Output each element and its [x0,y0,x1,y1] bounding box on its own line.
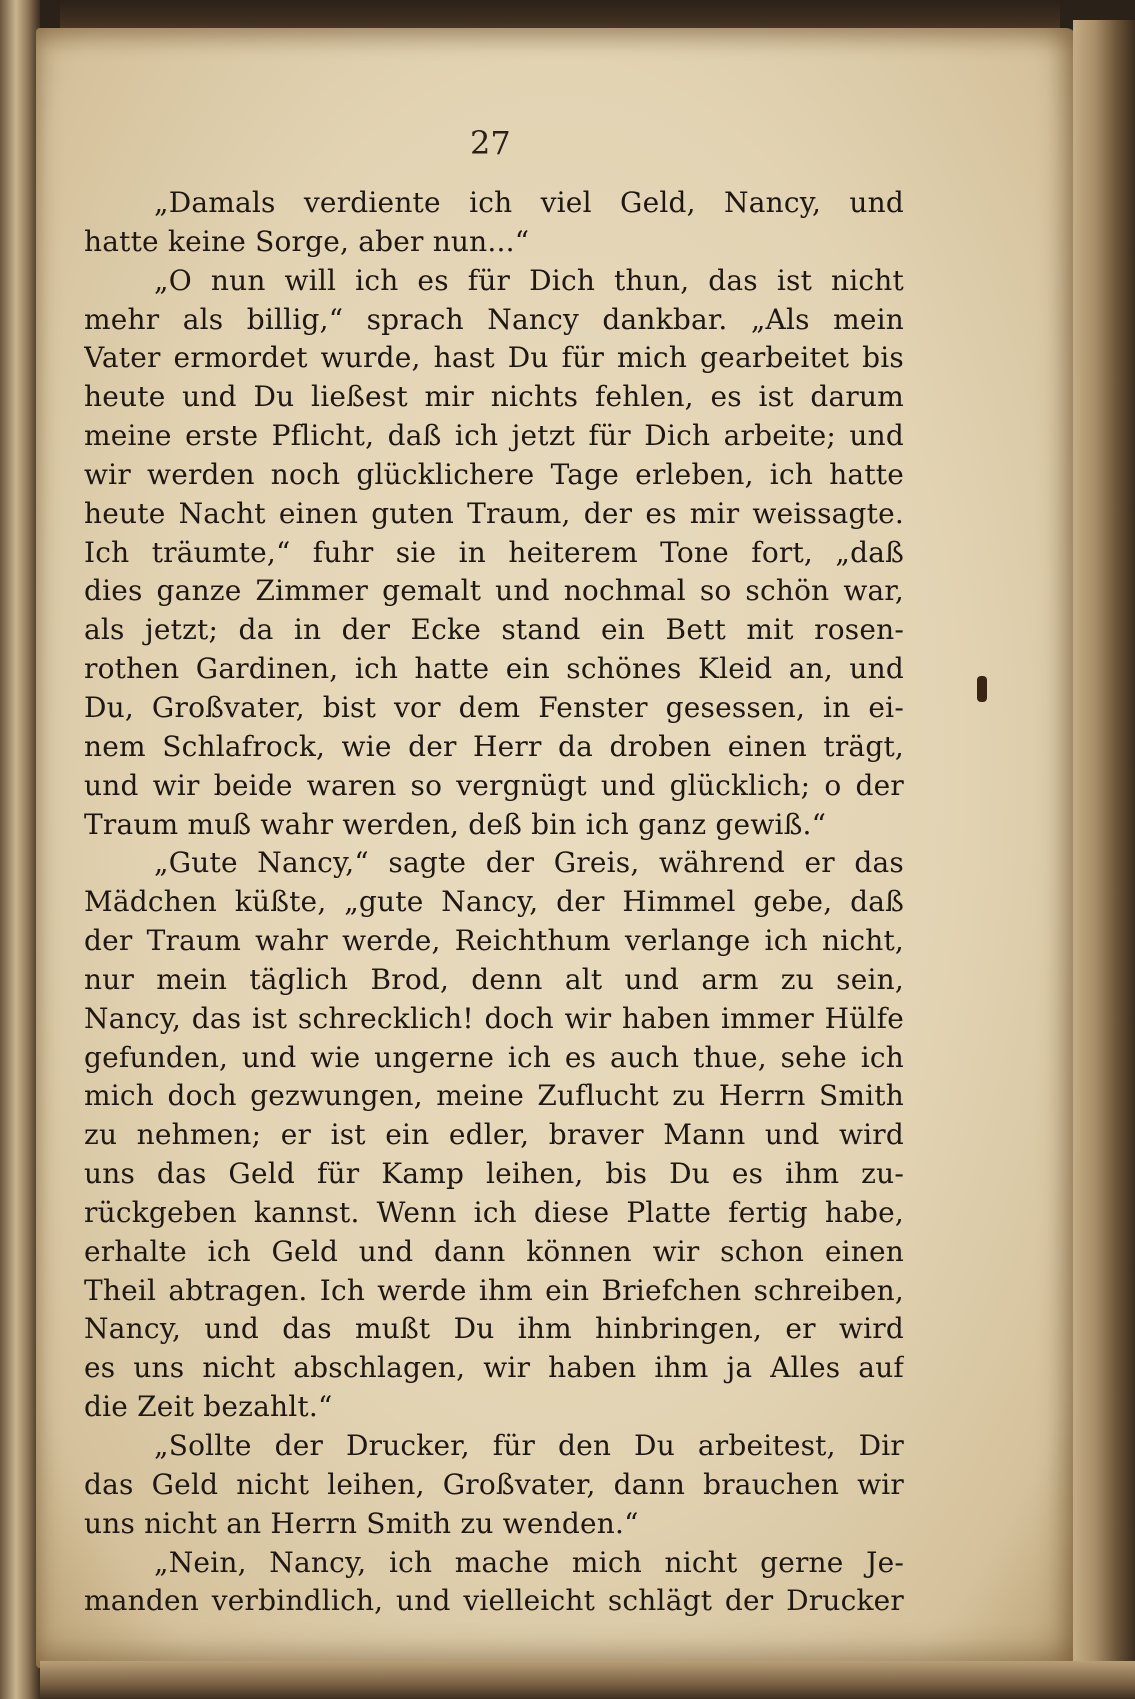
text-line: Vater ermordet wurde, hast Du für mich gearbeitet bis [84,341,904,375]
text-line: „Sollte der Drucker, für den Du arbeitest, Dir [154,1429,904,1462]
ink-stain [977,676,987,702]
text-line: Nancy, und das mußt Du ihm hinbringen, er wird [84,1312,904,1346]
text-line: gefunden, und wie ungerne ich es auch thue, sehe ich [84,1040,904,1074]
text-line: Du, Großvater, bist vor dem Fenster gesessen, in ei- [84,690,904,724]
text-line: nur mein täglich Brod, denn alt und arm zu sein, [84,962,904,996]
text-line: manden verbindlich, und vielleicht schlägt der Drucker [84,1584,904,1618]
text-line: Nancy, das ist schrecklich! doch wir haben immer Hülfe [84,1001,904,1035]
text-line: die Zeit bezahlt.“ [84,1390,333,1424]
page-number: 27 [470,124,511,162]
text-line: „Nein, Nancy, ich mache mich nicht gerne Je- [154,1545,904,1579]
text-line: mich doch gezwungen, meine Zuflucht zu Herrn Smith [84,1079,904,1113]
text-line: rückgeben kannst. Wenn ich diese Platte fertig habe, [84,1195,904,1229]
text-line: hatte keine Sorge, aber nun...“ [84,224,530,258]
text-line: mehr als billig,“ sprach Nancy dankbar. „Als mein [84,302,904,336]
text-line: dies ganze Zimmer gemalt und nochmal so schön war, [84,574,904,608]
text-line: heute und Du ließest mir nichts fehlen, es ist darum [84,380,904,414]
text-line: zu nehmen; er ist ein edler, braver Mann und wird [84,1118,904,1152]
text-line: Ich träumte,“ fuhr sie in heiterem Tone fort, „daß [84,535,904,569]
text-line: und wir beide waren so vergnügt und glücklich; o der [84,768,904,802]
right-page-edge [1073,20,1135,1699]
text-line: „Gute Nancy,“ sagte der Greis, während er das [154,846,904,880]
text-line: als jetzt; da in der Ecke stand ein Bett mit rosen- [84,613,904,647]
text-line: meine erste Pflicht, daß ich jetzt für Dich arbeite; und [84,419,904,453]
text-line: uns das Geld für Kamp leihen, bis Du es ihm zu- [84,1157,904,1191]
bottom-page-edge [40,1661,1135,1699]
page-text [84,184,904,1621]
text-line: uns nicht an Herrn Smith zu wenden.“ [84,1506,639,1540]
text-line: nem Schlafrock, wie der Herr da droben einen trägt, [84,729,904,763]
text-line: rothen Gardinen, ich hatte ein schönes Kleid an, und [84,652,904,686]
text-line: „Damals verdiente ich viel Geld, Nancy, und [154,186,904,219]
text-line: Mädchen küßte, „gute Nancy, der Himmel gebe, daß [84,885,904,919]
text-line: der Traum wahr werde, Reichthum verlange ich nicht, [84,924,904,958]
text-line: das Geld nicht leihen, Großvater, dann brauchen wir [84,1467,904,1501]
left-page-edge [0,0,40,1699]
text-line: wir werden noch glücklichere Tage erleben, ich hatte [84,457,904,491]
text-line: heute Nacht einen guten Traum, der es mir weissagte. [84,496,904,530]
text-line: „O nun will ich es für Dich thun, das ist nicht [154,263,904,297]
text-line: es uns nicht abschlagen, wir haben ihm ja Alles auf [84,1351,904,1385]
text-line: Theil abtragen. Ich werde ihm ein Briefchen schreiben, [84,1273,904,1307]
text-line: erhalte ich Geld und dann können wir schon einen [84,1234,904,1268]
text-line: Traum muß wahr werden, deß bin ich ganz gewiß.“ [84,807,827,841]
